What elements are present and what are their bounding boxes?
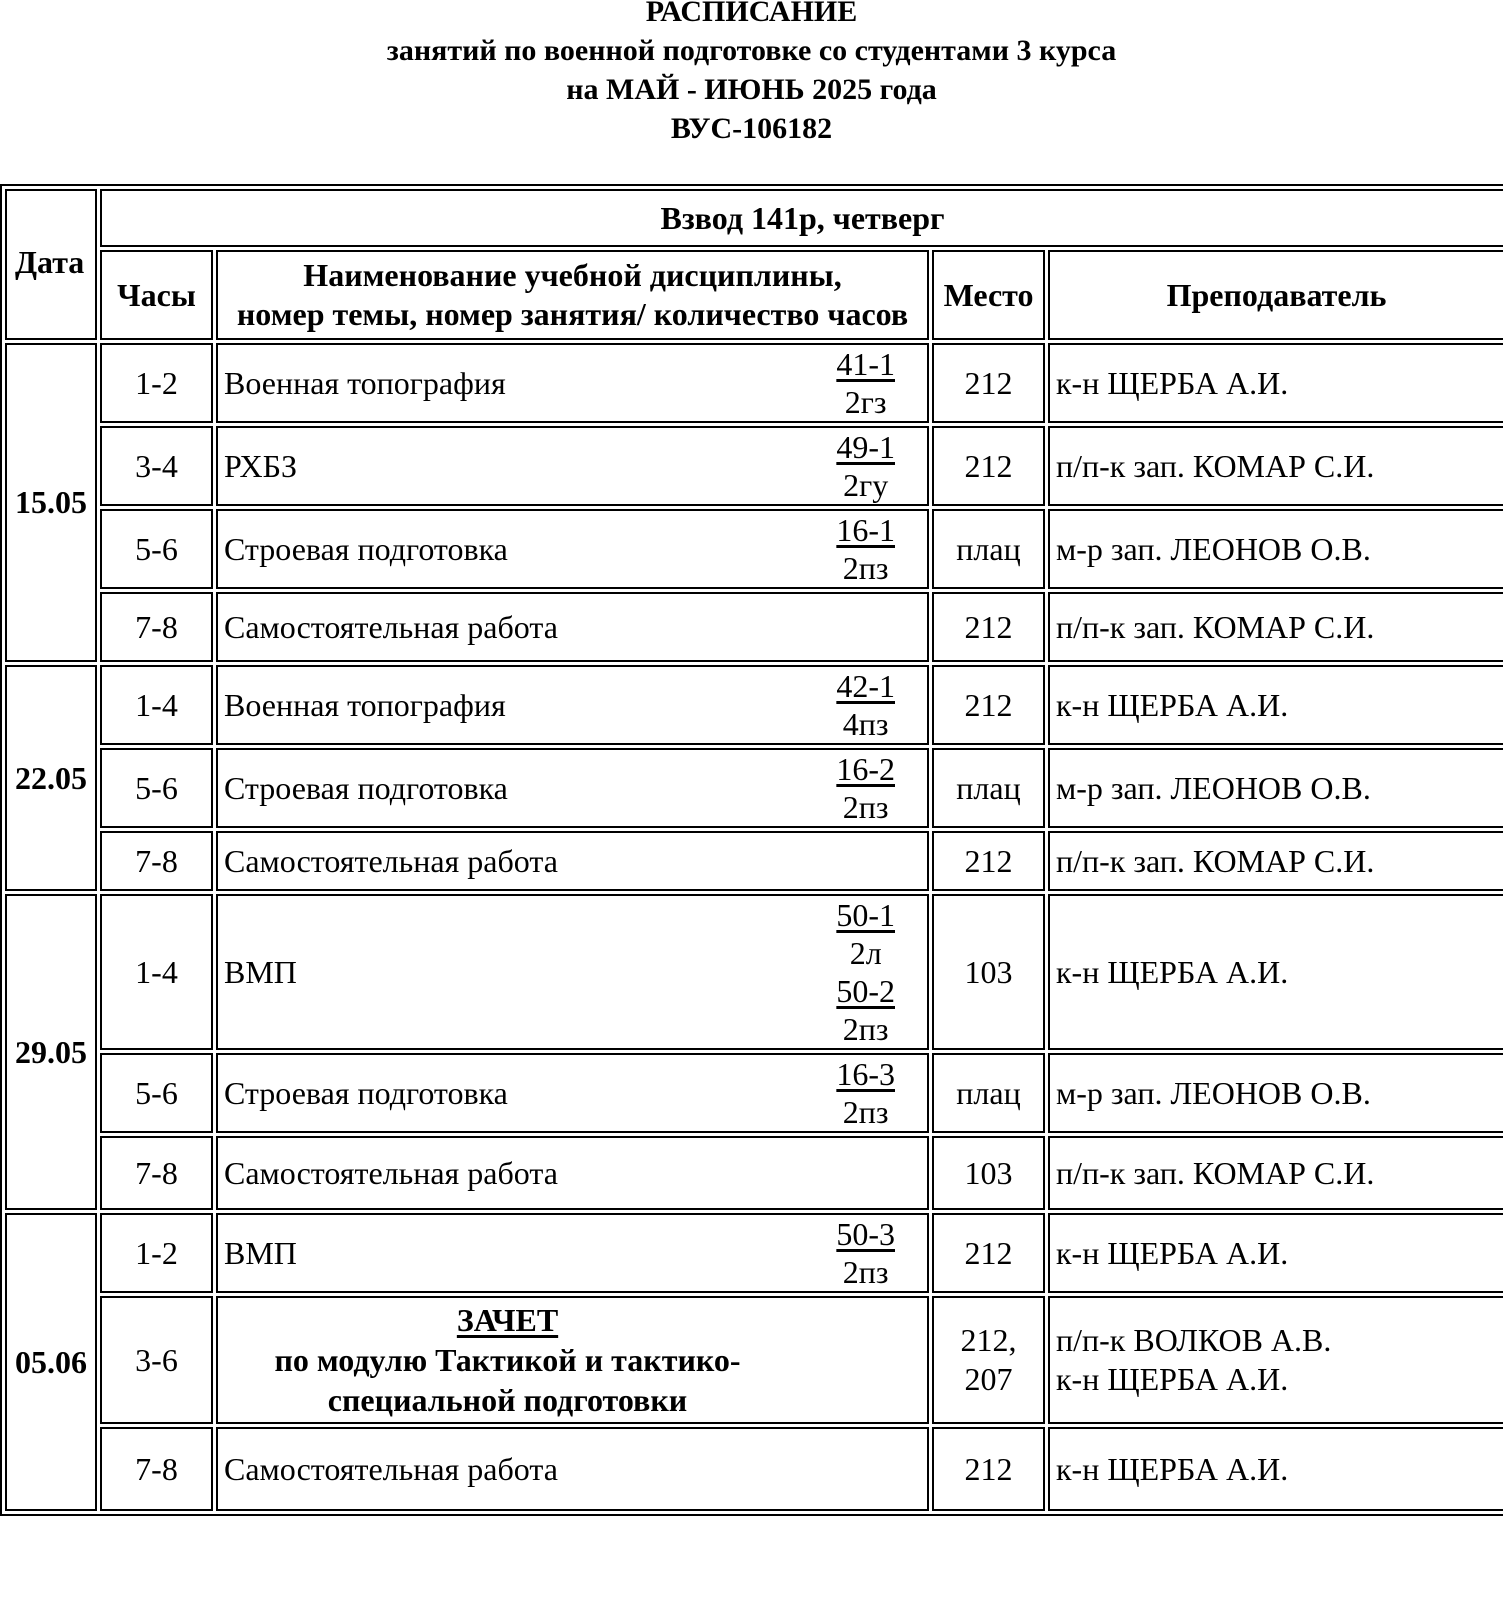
lesson-hours-type: 2пз bbox=[842, 789, 889, 825]
discipline-cell bbox=[216, 894, 929, 1050]
table-row bbox=[5, 509, 1503, 589]
place-cell bbox=[932, 831, 1045, 891]
discipline-name: Самостоятельная работа bbox=[224, 1154, 558, 1191]
table-row bbox=[5, 894, 1503, 1050]
exam-block bbox=[218, 1298, 927, 1422]
topic-number: 50-3 bbox=[836, 1216, 895, 1252]
place-value: 212 bbox=[964, 1450, 1013, 1487]
discipline-cell bbox=[216, 1296, 929, 1424]
topic-number: 16-3 bbox=[836, 1056, 895, 1092]
teacher-cell bbox=[1048, 592, 1503, 662]
topic-fraction bbox=[836, 511, 895, 587]
exam-title: ЗАЧЕТ bbox=[456, 1302, 559, 1338]
place-value: плац bbox=[956, 530, 1021, 567]
schedule-body bbox=[5, 343, 1503, 1511]
col-discipline-header-line2: номер темы, номер занятия/ количество часов bbox=[236, 296, 909, 332]
teacher-name: п/п-к ВОЛКОВ А.В. bbox=[1056, 1322, 1332, 1358]
teacher-cell bbox=[1048, 894, 1503, 1050]
table-row bbox=[5, 426, 1503, 506]
doc-period: на МАЙ - ИЮНЬ 2025 года bbox=[566, 73, 937, 106]
group-title: Взвод 141р, четверг bbox=[100, 189, 1503, 247]
discipline-name: ВМП bbox=[224, 953, 297, 990]
topic-codes bbox=[836, 750, 895, 826]
place-value: 212 bbox=[964, 1234, 1013, 1271]
topic-codes bbox=[836, 345, 895, 421]
discipline-cell bbox=[216, 509, 929, 589]
place-value: 207 bbox=[964, 1361, 1013, 1397]
teacher-name: к-н ЩЕРБА А.И. bbox=[1056, 364, 1289, 401]
topic-fraction bbox=[836, 972, 895, 1048]
place-cell bbox=[932, 592, 1045, 662]
col-hours-header: Часы bbox=[100, 250, 213, 340]
col-place-header: Место bbox=[932, 250, 1045, 340]
table-header-row bbox=[5, 189, 1503, 247]
doc-subtitle: занятий по военной подготовке со студентами 3 курса bbox=[386, 34, 1117, 67]
exam-description: специальной подготовки bbox=[327, 1382, 688, 1418]
discipline-name: РХБЗ bbox=[224, 447, 298, 484]
place-cell bbox=[932, 509, 1045, 589]
place-value: 212 bbox=[964, 364, 1013, 401]
teacher-name: м-р зап. ЛЕОНОВ О.В. bbox=[1056, 769, 1371, 806]
lesson-hours-type: 2гз bbox=[844, 384, 887, 420]
topic-fraction bbox=[836, 667, 895, 743]
teacher-name: к-н ЩЕРБА А.И. bbox=[1056, 686, 1289, 723]
table-row bbox=[5, 831, 1503, 891]
topic-number: 50-1 bbox=[836, 897, 895, 933]
discipline-name: Строевая подготовка bbox=[224, 530, 508, 567]
topic-number: 16-1 bbox=[836, 512, 895, 548]
teacher-cell bbox=[1048, 1427, 1503, 1511]
discipline-cell bbox=[216, 748, 929, 828]
discipline-name: Военная топография bbox=[224, 686, 506, 723]
topic-number: 50-2 bbox=[836, 973, 895, 1009]
topic-fraction bbox=[836, 1055, 895, 1131]
topic-fraction bbox=[836, 750, 895, 826]
discipline-name: Строевая подготовка bbox=[224, 1074, 508, 1111]
schedule-table-wrapper bbox=[0, 184, 1500, 1516]
table-row bbox=[5, 343, 1503, 423]
col-date-header: Дата bbox=[5, 189, 97, 340]
topic-codes bbox=[836, 1055, 895, 1131]
hours-cell: 1-4 bbox=[100, 894, 213, 1050]
teacher-name: п/п-к зап. КОМАР С.И. bbox=[1056, 1154, 1375, 1191]
place-value: 212 bbox=[964, 842, 1013, 879]
discipline-cell bbox=[216, 426, 929, 506]
discipline-cell bbox=[216, 1136, 929, 1210]
discipline-name: Самостоятельная работа bbox=[224, 842, 558, 879]
teacher-name: к-н ЩЕРБА А.И. bbox=[1056, 1361, 1289, 1397]
table-row bbox=[5, 1053, 1503, 1133]
table-row bbox=[5, 1213, 1503, 1293]
teacher-cell bbox=[1048, 1053, 1503, 1133]
table-row bbox=[5, 592, 1503, 662]
place-value: 212 bbox=[964, 686, 1013, 723]
table-row bbox=[5, 1136, 1503, 1210]
exam-description: по модулю Тактикой и тактико- bbox=[274, 1342, 741, 1378]
teacher-cell bbox=[1048, 509, 1503, 589]
discipline-cell bbox=[216, 592, 929, 662]
topic-fraction bbox=[836, 1215, 895, 1291]
topic-codes bbox=[836, 511, 895, 587]
date-cell: 22.05 bbox=[5, 665, 97, 891]
place-cell bbox=[932, 343, 1045, 423]
teacher-name: м-р зап. ЛЕОНОВ О.В. bbox=[1056, 1074, 1371, 1111]
discipline-name: Самостоятельная работа bbox=[224, 608, 558, 645]
place-value: плац bbox=[956, 769, 1021, 806]
teacher-cell bbox=[1048, 1136, 1503, 1210]
discipline-name: Самостоятельная работа bbox=[224, 1450, 558, 1487]
topic-codes bbox=[836, 896, 895, 1048]
place-cell bbox=[932, 1427, 1045, 1511]
place-value: 212 bbox=[964, 608, 1013, 645]
teacher-name: п/п-к зап. КОМАР С.И. bbox=[1056, 608, 1375, 645]
teacher-cell bbox=[1048, 426, 1503, 506]
place-cell bbox=[932, 426, 1045, 506]
topic-number: 16-2 bbox=[836, 751, 895, 787]
topic-fraction bbox=[836, 428, 895, 504]
teacher-name: к-н ЩЕРБА А.И. bbox=[1056, 1234, 1289, 1271]
hours-cell: 3-4 bbox=[100, 426, 213, 506]
teacher-cell bbox=[1048, 343, 1503, 423]
place-cell bbox=[932, 1053, 1045, 1133]
hours-cell: 1-4 bbox=[100, 665, 213, 745]
discipline-name: Военная топография bbox=[224, 364, 506, 401]
place-cell bbox=[932, 1296, 1045, 1424]
teacher-name: м-р зап. ЛЕОНОВ О.В. bbox=[1056, 530, 1371, 567]
discipline-cell bbox=[216, 1213, 929, 1293]
discipline-cell bbox=[216, 665, 929, 745]
table-row bbox=[5, 665, 1503, 745]
doc-title: РАСПИСАНИЕ bbox=[645, 0, 858, 28]
hours-cell: 5-6 bbox=[100, 509, 213, 589]
table-row bbox=[5, 1427, 1503, 1511]
topic-codes bbox=[836, 667, 895, 743]
teacher-cell bbox=[1048, 1213, 1503, 1293]
teacher-name: п/п-к зап. КОМАР С.И. bbox=[1056, 447, 1375, 484]
col-discipline-header bbox=[216, 250, 929, 340]
teacher-cell bbox=[1048, 665, 1503, 745]
document-header bbox=[0, 0, 1503, 148]
lesson-hours-type: 2пз bbox=[842, 550, 889, 586]
hours-cell: 7-8 bbox=[100, 592, 213, 662]
discipline-cell bbox=[216, 1053, 929, 1133]
topic-number: 41-1 bbox=[836, 346, 895, 382]
teacher-cell bbox=[1048, 831, 1503, 891]
lesson-hours-type: 4пз bbox=[842, 706, 889, 742]
topic-codes bbox=[836, 1215, 895, 1291]
discipline-cell bbox=[216, 1427, 929, 1511]
place-value: 212 bbox=[964, 447, 1013, 484]
col-teacher-header: Преподаватель bbox=[1048, 250, 1503, 340]
topic-number: 49-1 bbox=[836, 429, 895, 465]
col-discipline-header-line1: Наименование учебной дисциплины, bbox=[303, 257, 842, 293]
topic-number: 42-1 bbox=[836, 668, 895, 704]
topic-fraction bbox=[836, 345, 895, 421]
lesson-hours-type: 2пз bbox=[842, 1094, 889, 1130]
place-value: плац bbox=[956, 1074, 1021, 1111]
hours-cell: 3-6 bbox=[100, 1296, 213, 1424]
teacher-cell bbox=[1048, 748, 1503, 828]
discipline-name: Строевая подготовка bbox=[224, 769, 508, 806]
hours-cell: 1-2 bbox=[100, 1213, 213, 1293]
place-value: 103 bbox=[964, 1154, 1013, 1191]
place-cell bbox=[932, 894, 1045, 1050]
teacher-name: к-н ЩЕРБА А.И. bbox=[1056, 1450, 1289, 1487]
place-value: 212, bbox=[960, 1322, 1017, 1358]
hours-cell: 7-8 bbox=[100, 1136, 213, 1210]
date-cell: 05.06 bbox=[5, 1213, 97, 1511]
place-cell bbox=[932, 665, 1045, 745]
place-cell bbox=[932, 1136, 1045, 1210]
topic-codes bbox=[836, 428, 895, 504]
schedule-table bbox=[0, 184, 1503, 1516]
discipline-cell bbox=[216, 831, 929, 891]
hours-cell: 5-6 bbox=[100, 748, 213, 828]
table-row bbox=[5, 1296, 1503, 1424]
teacher-name: к-н ЩЕРБА А.И. bbox=[1056, 953, 1289, 990]
lesson-hours-type: 2л bbox=[849, 935, 882, 971]
hours-cell: 7-8 bbox=[100, 1427, 213, 1511]
hours-cell: 5-6 bbox=[100, 1053, 213, 1133]
teacher-name: п/п-к зап. КОМАР С.И. bbox=[1056, 842, 1375, 879]
lesson-hours-type: 2гу bbox=[843, 467, 889, 503]
place-value: 103 bbox=[964, 953, 1013, 990]
date-cell: 15.05 bbox=[5, 343, 97, 662]
table-row bbox=[5, 748, 1503, 828]
discipline-cell bbox=[216, 343, 929, 423]
doc-specialty: ВУС-106182 bbox=[670, 112, 833, 145]
place-cell bbox=[932, 1213, 1045, 1293]
lesson-hours-type: 2пз bbox=[842, 1011, 889, 1047]
place-cell bbox=[932, 748, 1045, 828]
topic-fraction bbox=[836, 896, 895, 972]
date-cell: 29.05 bbox=[5, 894, 97, 1210]
lesson-hours-type: 2пз bbox=[842, 1254, 889, 1290]
teacher-cell bbox=[1048, 1296, 1503, 1424]
hours-cell: 1-2 bbox=[100, 343, 213, 423]
discipline-name: ВМП bbox=[224, 1234, 297, 1271]
table-subheader-row bbox=[5, 250, 1503, 340]
hours-cell: 7-8 bbox=[100, 831, 213, 891]
